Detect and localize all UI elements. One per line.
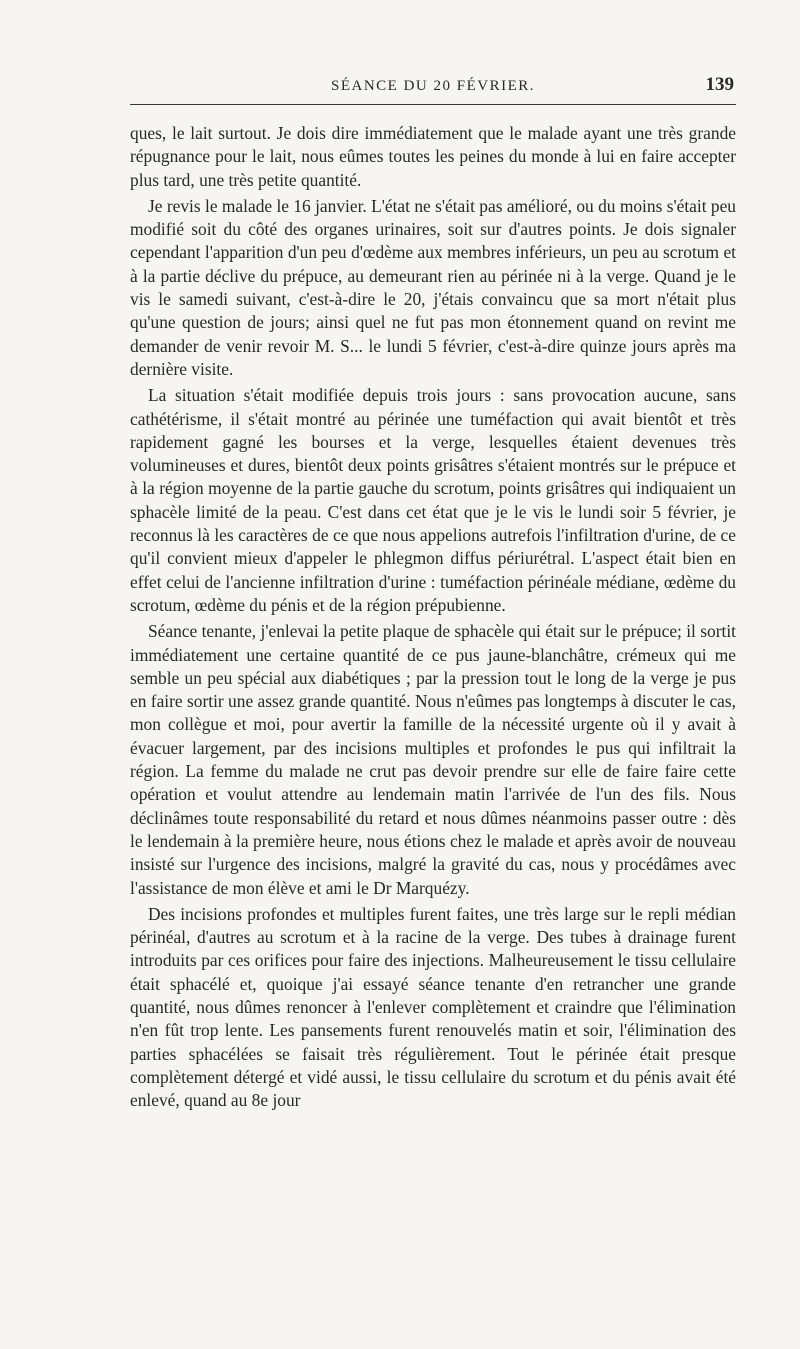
paragraph: ques, le lait surtout. Je dois dire immédiatement que le malade ayant une très grande répugnance pour le lait, nous eûmes toutes les peines du monde à lui en faire accepter plus tard, une très petite quantité.	[130, 123, 736, 190]
paragraph: La situation s'était modifiée depuis trois jours : sans provocation aucune, sans cathétérisme, il s'était montré au périnée une tuméfaction qui avait bientôt et très rapidement gagné les bourses et la verge, lesquelles étaient devenues très volumineuses et dures, bientôt deux points grisâtres s'étaient montrés sur le prépuce et à la région moyenne de la partie gauche du scrotum, points grisâtres qui indiquaient un sphacèle limité de la peau. C'est dans cet état que je le vis le lundi soir 5 février, je reconnus là les caractères de ce que nous appelions autrefois l'infiltration d'urine, de ce qu'il convient mieux d'appeler le phlegmon diffus périurétral. L'aspect était bien en effet celui de l'ancienne infiltration d'urine : tuméfaction périnéale médiane, œdème du scrotum, œdème du pénis et de la région prépubienne.	[130, 385, 736, 615]
page-header	[130, 74, 736, 100]
body-text	[130, 122, 736, 1115]
header-rule	[130, 104, 736, 105]
running-head: SÉANCE DU 20 FÉVRIER.	[330, 78, 535, 94]
paragraph: Je revis le malade le 16 janvier. L'état ne s'était pas amélioré, ou du moins s'était peu modifié soit du côté des organes urinaires, soit sur d'autres points. Je dois signaler cependant l'apparition d'un peu d'œdème aux membres inférieurs, un peu au scrotum et à la partie déclive du prépuce, au demeurant rien au périnée ni à la verge. Quand je le vis le samedi suivant, c'est-à-dire le 20, j'étais convaincu que sa mort n'était plus qu'une question de jours; ainsi quel ne fut pas mon étonnement quand on revint me demander de venir revoir M. S... le lundi 5 février, c'est-à-dire quinze jours après ma dernière visite.	[130, 195, 736, 379]
paragraph: Séance tenante, j'enlevai la petite plaque de sphacèle qui était sur le prépuce; il sortit immédiatement une certaine quantité de ce pus jaune-blanchâtre, crémeux qui me semble un peu spécial aux diabétiques ; par la pression tout le long de la verge je pus en faire sortir une assez grande quantité. Nous n'eûmes pas longtemps à discuter le cas, mon collègue et moi, pour avertir la famille de la nécessité urgente où il y avait à évacuer largement, par des incisions multiples et profondes le pus qui infiltrait la région. La femme du malade ne crut pas devoir prendre sur elle de faire faire cette opération et voulut attendre au lendemain matin l'arrivée de l'un des fils. Nous déclinâmes toute responsabilité du retard et nous dûmes néanmoins passer outre : dès le lendemain à la première heure, nous étions chez le malade et après avoir de nouveau insisté sur l'urgence des incisions, malgré la gravité du cas, nous y procédâmes avec l'assistance de mon élève et ami le Dr Marquézy.	[130, 621, 736, 898]
page-number: 139	[705, 74, 734, 95]
paragraph: Des incisions profondes et multiples furent faites, une très large sur le repli médian périnéal, d'autres au scrotum et à la racine de la verge. Des tubes à drainage furent introduits par ces orifices pour faire des injections. Malheureusement le tissu cellulaire était sphacélé et, quoique j'ai essayé séance tenante d'en retrancher une grande quantité, nous dûmes renoncer à l'enlever complètement et craindre que l'élimination n'en fût trop lente. Les pansements furent renouvelés matin et soir, l'élimination des parties sphacélées se faisait très régulièrement. Tout le périnée était presque complètement détergé et vidé aussi, le tissu cellulaire du scrotum et du pénis avait été enlevé, quand au 8e jour	[130, 903, 736, 1111]
